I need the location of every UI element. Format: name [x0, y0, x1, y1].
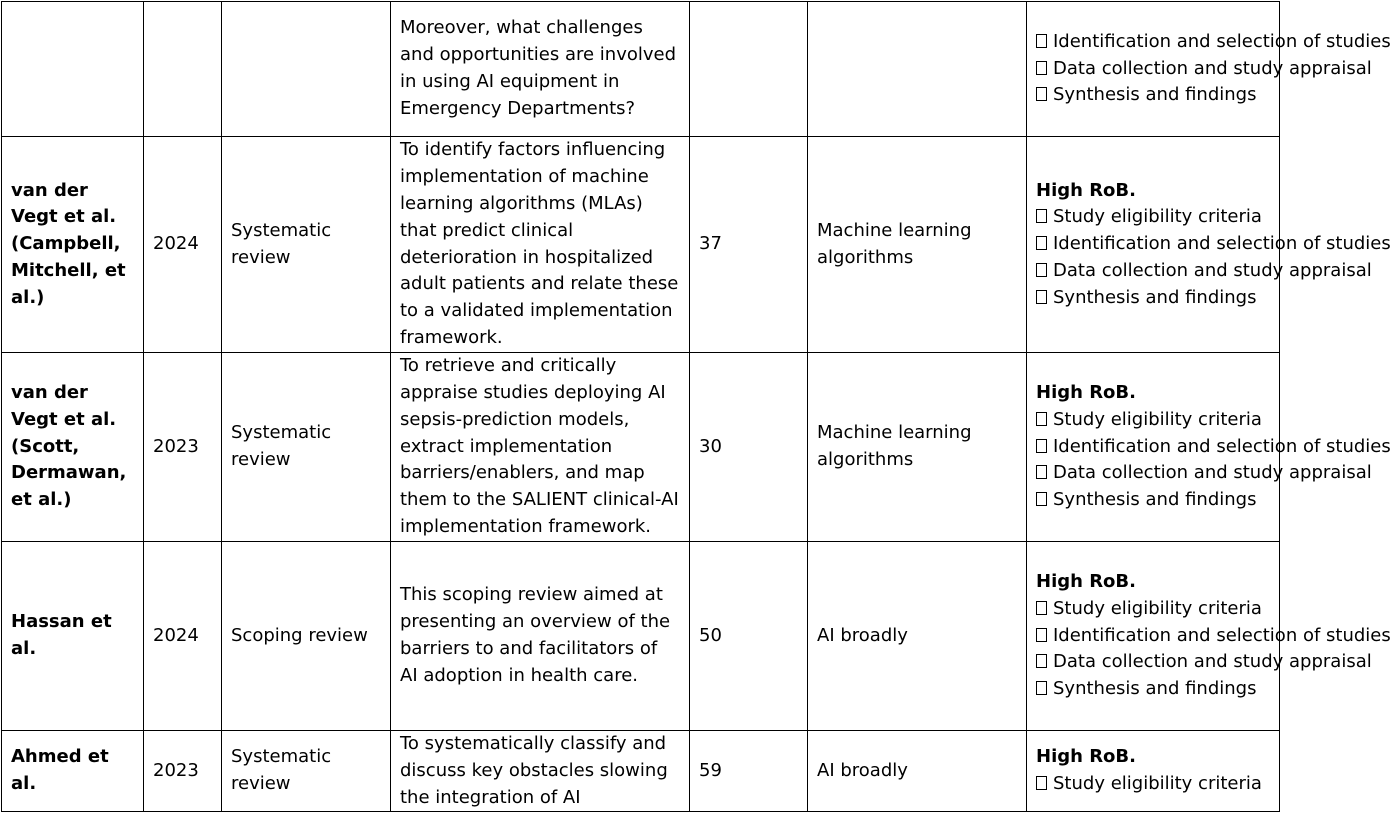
- checkbox-icon: [1036, 61, 1047, 75]
- rob-cell: [1027, 731, 1280, 812]
- checkbox-icon: [1036, 465, 1047, 479]
- rob-item: [1036, 56, 1372, 83]
- rob-item: [1036, 623, 1391, 650]
- ai-type-cell: [808, 2, 1027, 137]
- rob-title: High RoB.: [1036, 179, 1136, 201]
- rob-item-label: Data collection and study appraisal: [1053, 57, 1372, 79]
- checkbox-icon: [1036, 654, 1047, 668]
- table-row: [2, 353, 1280, 542]
- rob-item: [1036, 676, 1270, 703]
- checkbox-icon: [1036, 776, 1047, 790]
- rob-cell: [1027, 2, 1391, 137]
- rob-item: [1036, 596, 1270, 623]
- aim-cell: To retrieve and critically appraise studies deploying AI sepsis-prediction models, extract implementation barriers/enablers, and map them to the SALIENT clinical-AI implementation framework.: [391, 353, 690, 542]
- checkbox-icon: [1036, 628, 1047, 642]
- ai-type-cell: AI broadly: [808, 731, 1027, 812]
- rob-item-label: Data collection and study appraisal: [1053, 462, 1372, 484]
- year-cell: 2024: [144, 542, 222, 731]
- rob-item-label: Study eligibility criteria: [1053, 597, 1262, 619]
- table-row: [2, 542, 1280, 731]
- design-cell: Scoping review: [222, 542, 391, 731]
- checkbox-icon: [1036, 236, 1047, 250]
- rob-item-label: Study eligibility criteria: [1053, 206, 1262, 228]
- review-table: [1, 1, 1391, 812]
- aim-cell: This scoping review aimed at presenting an overview of the barriers to and facilitators of AI adoption in health care.: [391, 542, 690, 731]
- aim-cell: Moreover, what challenges and opportunities are involved in using AI equipment in Emergency Departments?: [391, 2, 690, 137]
- checkbox-icon: [1036, 681, 1047, 695]
- aim-cell: To identify factors influencing implementation of machine learning algorithms (MLAs) that predict clinical deterioration in hospitalized adult patients and relate these to a validated implementation framework.: [391, 137, 690, 353]
- checkbox-icon: [1036, 492, 1047, 506]
- ai-type-cell: Machine learning algorithms: [808, 353, 1027, 542]
- year-cell: 2023: [144, 731, 222, 812]
- rob-item: [1036, 82, 1270, 109]
- study-count-cell: [690, 2, 808, 137]
- rob-item: [1036, 460, 1372, 487]
- aim-cell: To systematically classify and discuss key obstacles slowing the integration of AI: [391, 731, 690, 812]
- table-row: [2, 2, 1280, 137]
- rob-item-label: Identification and selection of studies: [1053, 435, 1391, 457]
- checkbox-icon: [1036, 87, 1047, 101]
- author-cell: Ahmed et al.: [2, 731, 144, 812]
- rob-item: [1036, 771, 1270, 798]
- checkbox-icon: [1036, 34, 1047, 48]
- rob-item-label: Synthesis and findings: [1053, 84, 1257, 106]
- ai-type-cell: AI broadly: [808, 542, 1027, 731]
- ai-type-cell: Machine learning algorithms: [808, 137, 1027, 353]
- rob-title: High RoB.: [1036, 382, 1136, 403]
- design-cell: Systematic review: [222, 353, 391, 542]
- rob-cell: [1027, 353, 1391, 542]
- checkbox-icon: [1036, 290, 1047, 304]
- rob-title: High RoB.: [1036, 746, 1136, 768]
- study-count-cell: 50: [690, 542, 808, 731]
- author-cell: [2, 2, 144, 137]
- rob-item-label: Synthesis and findings: [1053, 678, 1257, 700]
- rob-item: [1036, 487, 1270, 514]
- review-table-body: [2, 2, 1391, 812]
- rob-item-label: Study eligibility criteria: [1053, 408, 1262, 430]
- rob-item: [1036, 407, 1270, 434]
- author-cell: Hassan et al.: [2, 542, 144, 731]
- design-cell: Systematic review: [222, 731, 391, 812]
- rob-title: High RoB.: [1036, 571, 1136, 592]
- rob-item-label: Synthesis and findings: [1053, 286, 1257, 308]
- rob-item-label: Identification and selection of studies: [1053, 624, 1391, 646]
- rob-item: [1036, 231, 1391, 258]
- rob-cell: [1027, 137, 1391, 353]
- rob-item: [1036, 649, 1372, 676]
- rob-item: [1036, 258, 1372, 285]
- study-count-cell: 59: [690, 731, 808, 812]
- rob-cell: [1027, 542, 1391, 731]
- rob-item-label: Synthesis and findings: [1053, 489, 1257, 511]
- rob-item: [1036, 204, 1270, 231]
- rob-item-label: Study eligibility criteria: [1053, 773, 1262, 795]
- design-cell: Systematic review: [222, 137, 391, 353]
- year-cell: 2023: [144, 353, 222, 542]
- rob-item-label: Data collection and study appraisal: [1053, 259, 1372, 281]
- year-cell: [144, 2, 222, 137]
- table-row: [2, 731, 1280, 812]
- design-cell: [222, 2, 391, 137]
- rob-item-label: Data collection and study appraisal: [1053, 651, 1372, 673]
- rob-item-label: Identification and selection of studies: [1053, 233, 1391, 255]
- rob-item-label: Identification and selection of studies: [1053, 30, 1391, 52]
- study-count-cell: 30: [690, 353, 808, 542]
- rob-item: [1036, 434, 1391, 461]
- rob-item: [1036, 285, 1270, 312]
- table-row: [2, 137, 1280, 353]
- author-cell: van der Vegt et al. (Campbell, Mitchell, et al.): [2, 137, 144, 353]
- rob-item: [1036, 29, 1391, 56]
- checkbox-icon: [1036, 601, 1047, 615]
- study-count-cell: 37: [690, 137, 808, 353]
- checkbox-icon: [1036, 263, 1047, 277]
- checkbox-icon: [1036, 209, 1047, 223]
- year-cell: 2024: [144, 137, 222, 353]
- author-cell: van der Vegt et al. (Scott, Dermawan, et al.): [2, 353, 144, 542]
- checkbox-icon: [1036, 412, 1047, 426]
- checkbox-icon: [1036, 439, 1047, 453]
